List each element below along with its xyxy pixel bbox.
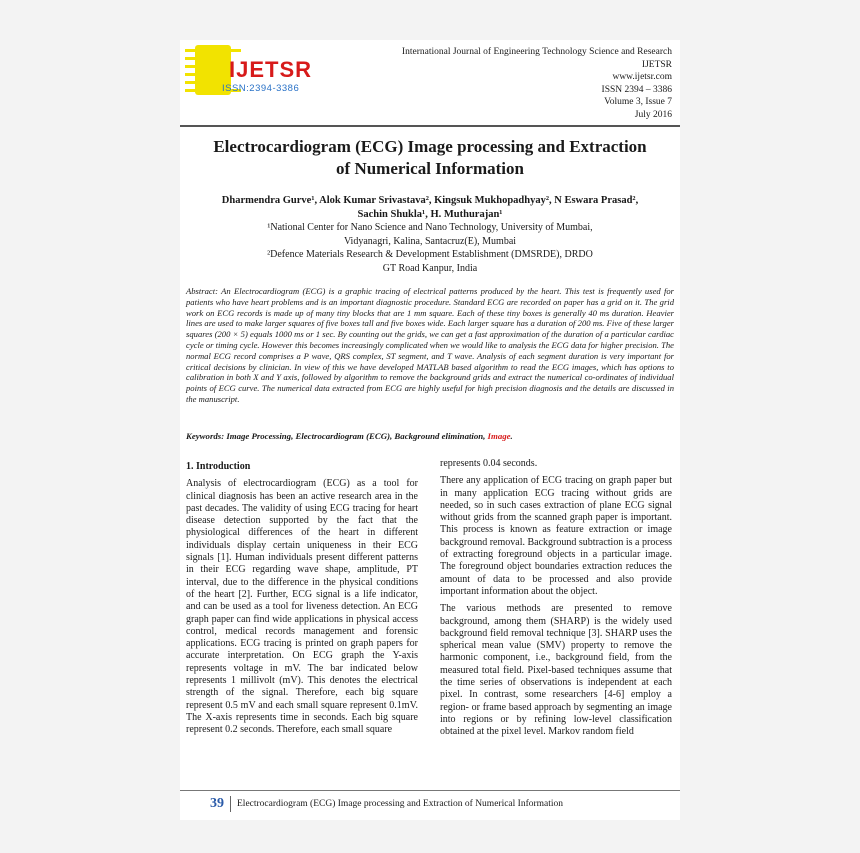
section-heading-introduction: 1. Introduction [186,461,251,472]
journal-name: International Journal of Engineering Technology Science and Research [401,47,672,57]
journal-issn: ISSN 2394 – 3386 [601,84,672,95]
authors-line-1: Dharmendra Gurve¹, Alok Kumar Srivastava², Kingsuk Mukhopadhyay², N Eswara Prasad², [221,195,639,206]
page-number: 39 [210,796,231,812]
header-divider [180,125,680,127]
authors-line-2: Sachin Shukla¹, H. Muthurajan¹ [357,208,503,220]
intro-paragraph-right-1: represents 0.04 seconds. [440,458,538,469]
journal-url: www.ijetsr.com [612,72,672,82]
logo-title: IJETSR [229,57,313,82]
affiliation-1-line-2: Vidyanagri, Kalina, Santacruz(E), Mumbai [343,235,517,247]
journal-volume: Volume 3, Issue 7 [604,97,672,107]
affiliation-2-line-1: ²Defence Materials Research & Development Establishment (DMSRDE), DRDO [267,249,593,260]
paper-title: Electrocardiogram (ECG) Image processing and Extraction of Numerical Information [213,137,647,178]
author-list [200,194,660,221]
journal-abbrev: IJETSR [641,59,672,70]
logo-issn: ISSN:2394-3386 [222,83,300,94]
journal-info [372,46,672,121]
intro-paragraph-right-3: The various methods are presented to remove background, among them (SHARP) is the widely used background field removal technique [3]. SHARP uses the spherical mean value (SMV) property to remove the harmonic component, i.e., background field, from the measured total field. Pixel-based techniques assume that the time series of observations is independent at each pixel. In contrast, some researchers [4-6] employ a region- or frame based approach by segmenting an image into regions or by refining low-level classification obtained at the pixel level. Markov random field [440,603,672,738]
keywords [186,431,674,441]
running-title: Electrocardiogram (ECG) Image processing and Extraction of Numerical Information [237,799,564,809]
footer-divider [180,790,680,791]
affiliations [200,221,660,275]
keywords-highlight: Image [487,431,511,441]
page-footer [210,796,563,812]
keywords-end: . [510,431,513,441]
affiliation-2-line-2: GT Road Kanpur, India [382,262,478,274]
left-column [186,461,418,742]
right-column [440,458,672,744]
journal-date: July 2016 [634,109,672,120]
paper-page [180,40,680,820]
intro-paragraph-left: Analysis of electrocardiogram (ECG) as a tool for clinical diagnosis has been an active research area in the past decades. The validity of using ECG tracing for heart disease detection supported by the fact that the physiological differences of the heart in different individuals display certain uniqueness in their ECG signals [1]. Human individuals present different patterns in their ECG regarding wave shape, amplitude, PT interval, due to the difference in the physical conditions of the heart [2]. Further, ECG signal is a life indicator, and can be used as a tool for liveness detection. An ECG graph paper can find wide applications in physical access control, medical records management and forensic applications. ECG tracing is printed on graph papers for accurate interpretation. On ECG graph the Y-axis represents voltage in mV. The bar indicated below represents 1 millivolt (mV). This denotes the electrical strength of the signal. Therefore, each big square represent 0.5 mV and each small square represent 0.1mV. The X-axis represents time in seconds. Each big square represent 0.2 seconds. Therefore, each small square [186,478,418,736]
affiliation-1-line-1: ¹National Center for Nano Science and Nano Technology, University of Mumbai, [267,222,593,233]
intro-paragraph-right-2: There any application of ECG tracing on graph paper but in many application ECG tracing without grids are needed, so in such cases extraction of plane ECG signal without grids from the scanned graph paper is important. This process is known as feature extraction or image background removal. Background subtraction is a process of extracting foreground objects in a particular image. The foreground object boundaries extraction reduces the amount of data to be processed and also provide important information about the object. [440,475,672,597]
keywords-text: Keywords: Image Processing, Electrocardiogram (ECG), Background elimination, [186,431,488,441]
abstract: Abstract: An Electrocardiogram (ECG) is a graphic tracing of electrical patterns produced by the heart. This test is frequently used for patients who have heart problems and is an important diagnostic procedure. Standard ECG are recorded on paper has a grid on it. The grid work on ECG records is made up of many tiny blocks that are 1 mm square. Each of these tiny boxes is generally 40 ms duration. Heavier lines are used to make larger squares of five boxes tall and five boxes wide. Each larger square has a duration of 200 ms. Five of these larger squares (200 × 5) equals 1000 ms or 1 sec. By counting out the grids, we can get a fast approximation of the duration of a particular cardiac cycle or timing cycle. However this becomes increasingly complicated when we would like to analysis the ECG data for higher precision. The normal ECG record comprises a P wave, QRS complex, ST segment, and T wave. Analysis of each segment duration is very important for critical decisions by clinician. In view of this we have developed MATLAB based algorithm to read the ECG images, which has options to calibration in both X and Y axis, followed by algorithm to remove the background grids and extract the numerical co-ordinates of individual points of ECG curve. The numerical data extracted from ECG are highly useful for high precision diagnosis and the details are discussed in the manuscript. [186,286,674,404]
journal-logo [185,45,315,105]
